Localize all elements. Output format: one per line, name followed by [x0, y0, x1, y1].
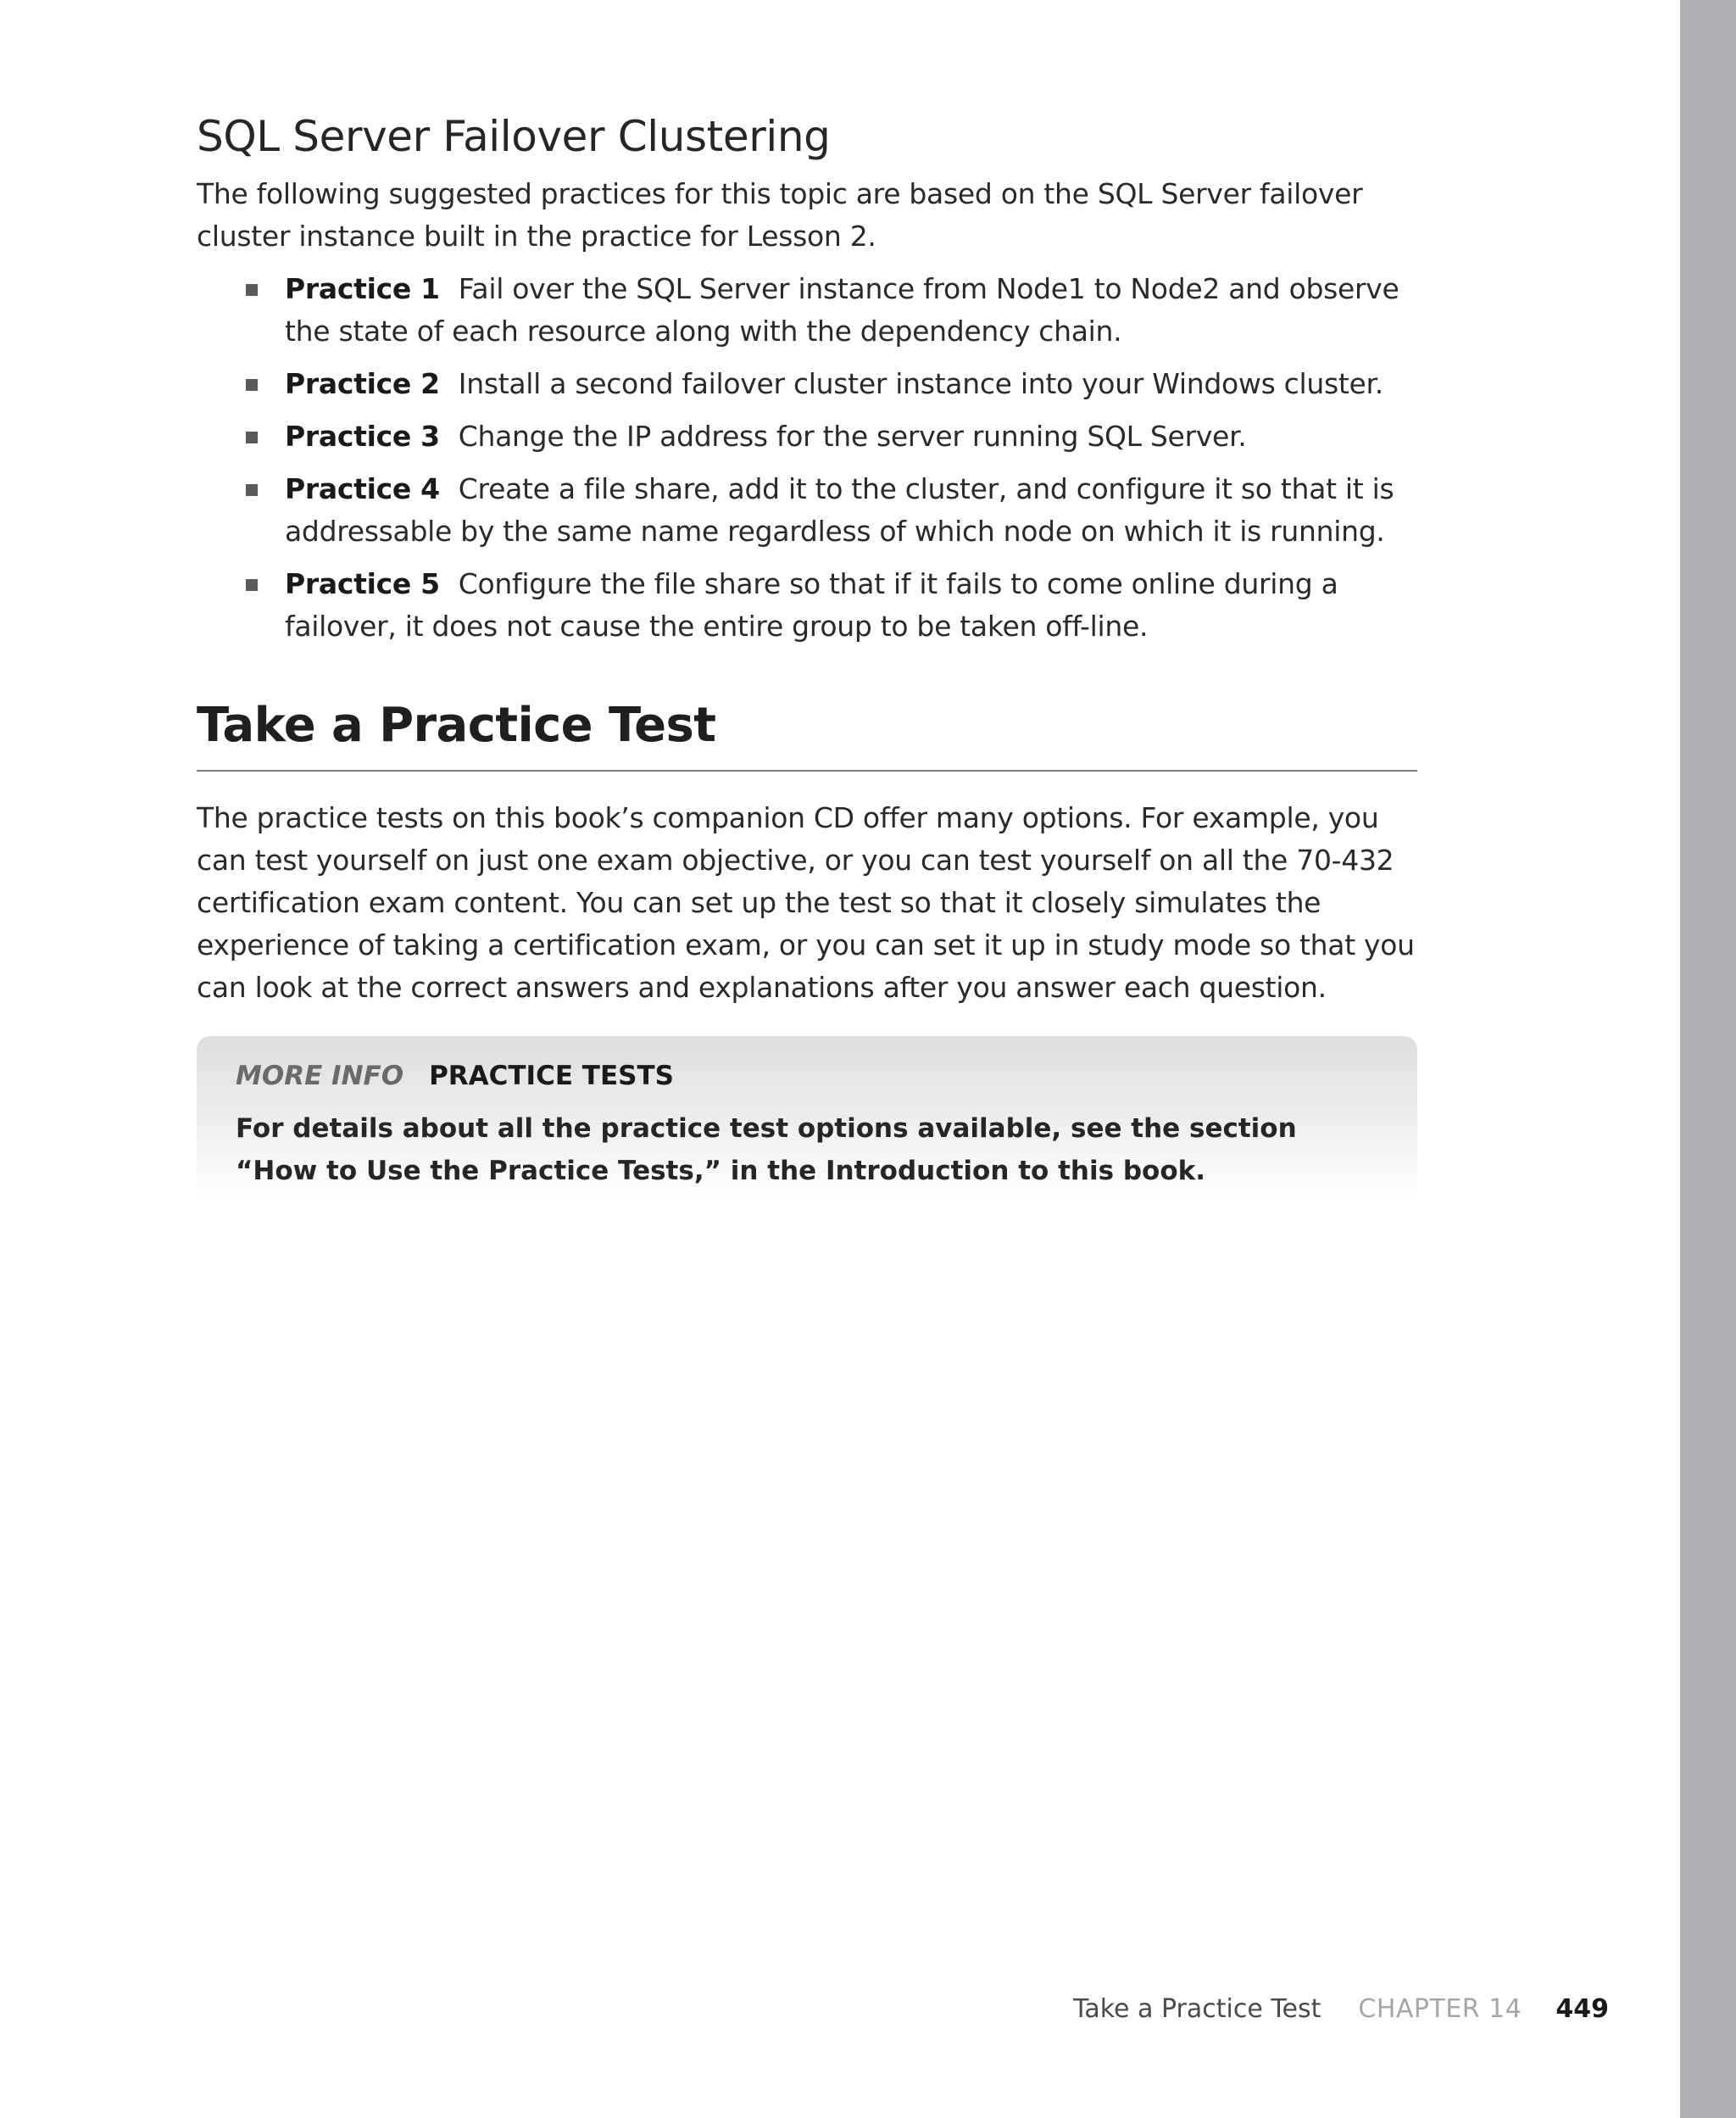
page-content [197, 109, 1417, 1207]
practice-label: Practice 2 [285, 367, 440, 400]
practice-text: Change the IP address for the server running SQL Server. [458, 420, 1247, 453]
practice-label: Practice 1 [285, 272, 440, 305]
list-item [197, 415, 1417, 458]
more-info-title: PRACTICE TESTS [429, 1061, 674, 1091]
practice-label: Practice 3 [285, 420, 440, 453]
practice-text: Install a second failover cluster instance into your Windows cluster. [458, 367, 1383, 400]
more-info-box [197, 1036, 1417, 1207]
more-info-header [236, 1055, 1378, 1097]
list-item [197, 363, 1417, 405]
square-bullet-icon [246, 284, 258, 296]
practice-test-heading: Take a Practice Test [197, 690, 1417, 772]
square-bullet-icon [246, 379, 258, 391]
list-item [197, 563, 1417, 648]
page-edge-strip [1680, 0, 1736, 2118]
practice-label: Practice 4 [285, 472, 440, 505]
footer-section-title: Take a Practice Test [1073, 1994, 1321, 2024]
practice-test-body: The practice tests on this book’s companion CD offer many options. For example, you can test yourself on just one exam objective, or you can test yourself on all the 70-432 certification exam content. You can set up the test so that it closely simulates the experience of taking a certification exam, or you can set it up in study mode so that you can look at the correct answers and explanations after you answer each question. [197, 801, 1415, 1004]
list-item [197, 268, 1417, 353]
practice-text: Create a file share, add it to the cluster, and configure it so that it is addressable by the same name regardless of which node on which it is running. [285, 472, 1394, 548]
practice-text: Fail over the SQL Server instance from Node1 to Node2 and observe the state of each resource along with the dependency chain. [285, 272, 1399, 348]
practice-list [197, 268, 1417, 648]
more-info-tag: MORE INFO [236, 1061, 404, 1091]
square-bullet-icon [246, 579, 258, 591]
more-info-body: For details about all the practice test options available, see the section “How to Use the Practice Tests,” in the Introduction to this book. [236, 1113, 1297, 1186]
page-number: 449 [1555, 1994, 1609, 2024]
practice-label: Practice 5 [285, 567, 440, 600]
section-title: SQL Server Failover Clustering [197, 112, 831, 161]
section-intro: The following suggested practices for this topic are based on the SQL Server failover cluster instance built in the practice for Lesson 2. [197, 177, 1363, 253]
list-item [197, 468, 1417, 553]
practice-text: Configure the file share so that if it fails to come online during a failover, it does not cause the entire group to be taken off-line. [285, 567, 1338, 643]
footer-chapter: CHAPTER 14 [1358, 1994, 1522, 2024]
page-footer [1073, 1988, 1609, 2031]
square-bullet-icon [246, 432, 258, 443]
square-bullet-icon [246, 484, 258, 496]
